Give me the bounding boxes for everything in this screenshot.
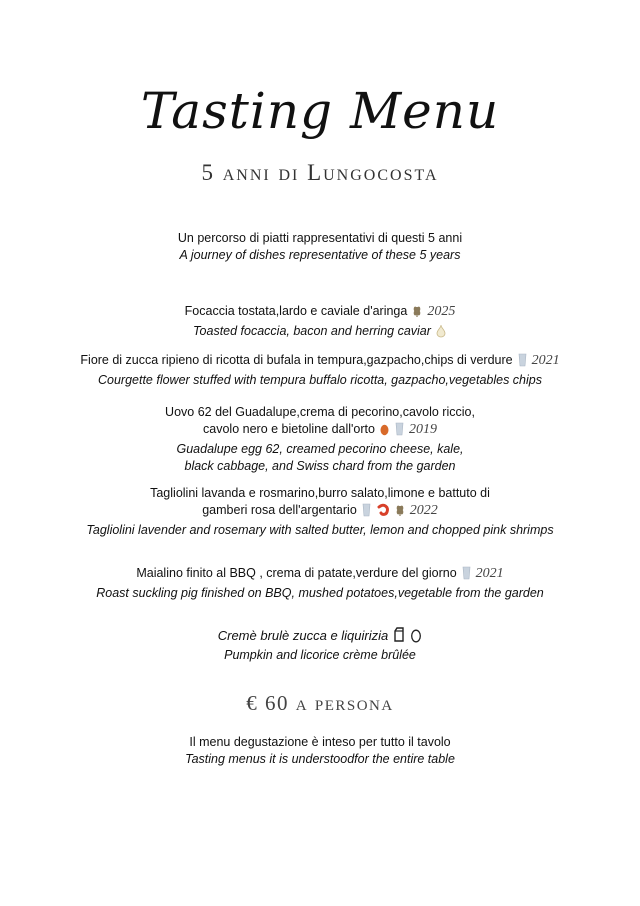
dish-year: 2021 (475, 566, 504, 581)
dish-italian: Cremè brulè zucca e liquirizia (0, 627, 640, 647)
dish-italian-line-1: Uovo 62 del Guadalupe,crema di pecorino,cavolo riccio, (165, 405, 475, 419)
dish-italian: Fiore di zucca ripieno di ricotta di bufala in tempura,gazpacho,chips di verdure 2021 (0, 352, 640, 372)
dish-3 (0, 404, 640, 475)
dish-italian-line-2: cavolo nero e bietoline dall'orto 2019 (0, 421, 640, 441)
wheat-icon (411, 304, 423, 323)
dish-year: 2021 (531, 353, 560, 368)
shrimp-icon (376, 503, 390, 522)
footer-italian: Il menu degustazione è inteso per tutto il tavolo (189, 735, 451, 749)
dish-5 (0, 565, 640, 602)
egg-outline-icon (410, 627, 422, 647)
dish-2 (0, 352, 640, 389)
footer-note (0, 734, 640, 768)
dish-6 (0, 627, 640, 664)
milk-icon (461, 566, 472, 585)
dish-italian-line-1: Tagliolini lavanda e rosmarino,burro salato,limone e battuto di (150, 486, 490, 500)
dish-italian: Maialino finito al BBQ , crema di patate,verdure del giorno 2021 (0, 565, 640, 585)
intro (0, 230, 640, 264)
garlic-icon (435, 324, 447, 343)
dish-english: Toasted focaccia, bacon and herring caviar (0, 323, 640, 343)
menu-title: Tasting Menu (140, 82, 500, 140)
dish-english: Tagliolini lavender and rosemary with salted butter, lemon and chopped pink shrimps (86, 523, 554, 537)
intro-italian: Un percorso di piatti rappresentativi di questi 5 anni (177, 231, 463, 245)
intro-english: A journey of dishes representative of these 5 years (179, 248, 461, 262)
dish-1 (0, 303, 640, 343)
dish-italian-line-2: gamberi rosa dell'argentario 2022 (0, 502, 640, 522)
dish-italian: Focaccia tostata,lardo e caviale d'aringa 2025 (0, 303, 640, 323)
dish-year: 2019 (408, 422, 437, 437)
wheat-icon (394, 503, 406, 522)
dish-english: Courgette flower stuffed with tempura buffalo ricotta, gazpacho,vegetables chips (97, 373, 542, 387)
milk-carton-icon (392, 627, 406, 647)
menu-subtitle: 5 anni di Lungocosta (201, 160, 439, 185)
dish-4 (0, 485, 640, 539)
milk-icon (517, 353, 528, 372)
milk-icon (394, 422, 405, 441)
egg-icon (379, 422, 390, 441)
price: € 60 a persona (246, 691, 394, 715)
dish-year: 2025 (427, 304, 456, 319)
footer-english: Tasting menus it is understoodfor the entire table (185, 752, 455, 766)
dish-english-line-2: black cabbage, and Swiss chard from the garden (184, 459, 456, 473)
dish-english-line-1: Guadalupe egg 62, creamed pecorino cheese, kale, (176, 442, 464, 456)
dish-english: Pumpkin and licorice crème brûlée (224, 648, 416, 662)
dish-english: Roast suckling pig finished on BBQ, mushed potatoes,vegetable from the garden (96, 586, 544, 600)
dish-year: 2022 (409, 503, 438, 518)
milk-icon (361, 503, 372, 522)
